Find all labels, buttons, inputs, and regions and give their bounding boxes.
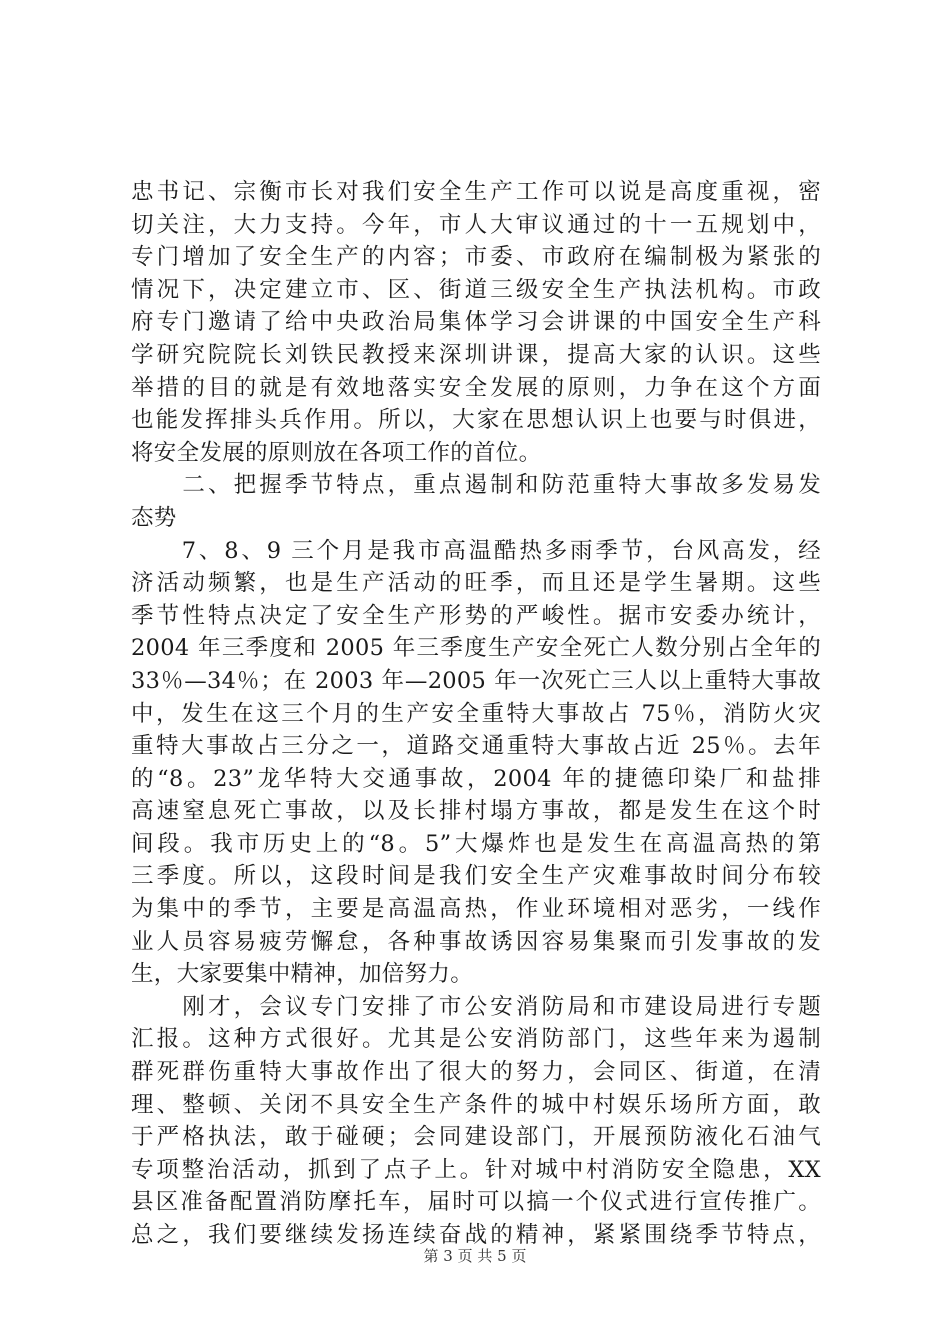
text-line: 专项整治活动，抓到了点子上。针对城中村消防安全隐患，XX [131, 1156, 821, 1183]
text-line: 县区准备配置消防摩托车，届时可以搞一个仪式进行宣传推广。 [131, 1189, 821, 1216]
text-line: 为集中的季节，主要是高温高热，作业环境相对恶劣，一线作 [131, 896, 821, 923]
text-line: 间段。我市历史上的“8。5”大爆炸也是发生在高温高热的第 [131, 830, 821, 857]
text-line: 学研究院院长刘铁民教授来深圳讲课，提高大家的认识。这些 [131, 341, 821, 368]
text-line: 忠书记、宗衡市长对我们安全生产工作可以说是高度重视，密 [131, 179, 821, 205]
page-footer: 第 3 页 共 5 页 [423, 1247, 527, 1265]
text-line: 7、8、9 三个月是我市高温酷热多雨季节，台风高发，经 [131, 537, 821, 564]
text-line: 33％—34％；在 2003 年—2005 年一次死亡三人以上重特大事故 [131, 667, 821, 694]
text-line: 府专门邀请了给中央政治局集体学习会讲课的中国安全生产科 [131, 309, 821, 336]
text-line: 举措的目的就是有效地落实安全发展的原则，力争在这个方面 [131, 374, 821, 401]
text-line: 三季度。所以，这段时间是我们安全生产灾难事故时间分布较 [131, 863, 821, 890]
text-line: 群死群伤重特大事故作出了很大的努力，会同区、街道，在清 [131, 1059, 821, 1086]
text-line: 2004 年三季度和 2005 年三季度生产安全死亡人数分别占全年的 [131, 635, 821, 662]
text-line: 二、把握季节特点，重点遏制和防范重特大事故多发易发 [131, 472, 821, 499]
text-line: 高速窒息死亡事故，以及长排村塌方事故，都是发生在这个时 [131, 798, 821, 825]
text-line: 汇报。这种方式很好。尤其是公安消防部门，这些年来为遏制 [131, 1026, 821, 1053]
document-body [131, 176, 821, 1252]
text-line: 总之，我们要继续发扬连续奋战的精神，紧紧围绕季节特点， [131, 1222, 821, 1248]
text-line: 切关注，大力支持。今年，市人大审议通过的十一五规划中， [131, 211, 821, 238]
text-line: 济活动频繁，也是生产活动的旺季，而且还是学生暑期。这些 [131, 570, 821, 597]
text-line: 生，大家要集中精神，加倍努力。 [131, 961, 474, 988]
text-line: 将安全发展的原则放在各项工作的首位。 [131, 439, 542, 466]
text-line: 业人员容易疲劳懈怠，各种事故诱因容易集聚而引发事故的发 [131, 928, 821, 955]
text-line: 情况下，决定建立市、区、街道三级安全生产执法机构。市政 [131, 276, 821, 303]
text-line: 刚才，会议专门安排了市公安消防局和市建设局进行专题 [131, 993, 821, 1020]
text-line: 专门增加了安全生产的内容；市委、市政府在编制极为紧张的 [131, 244, 821, 271]
text-line: 的“8。23”龙华特大交通事故，2004 年的捷德印染厂和盐排 [131, 765, 821, 792]
text-line: 季节性特点决定了安全生产形势的严峻性。据市安委办统计， [131, 602, 821, 629]
text-line: 重特大事故占三分之一，道路交通重特大事故占近 25％。去年 [131, 733, 821, 760]
text-line: 于严格执法，敢于碰硬；会同建设部门，开展预防液化石油气 [131, 1124, 821, 1151]
text-line: 理、整顿、关闭不具安全生产条件的城中村娱乐场所方面，敢 [131, 1091, 821, 1118]
text-line: 中，发生在这三个月的生产安全重特大事故占 75％，消防火灾 [131, 700, 821, 727]
text-line: 也能发挥排头兵作用。所以，大家在思想认识上也要与时俱进， [131, 407, 821, 434]
text-line: 态势 [131, 504, 177, 531]
